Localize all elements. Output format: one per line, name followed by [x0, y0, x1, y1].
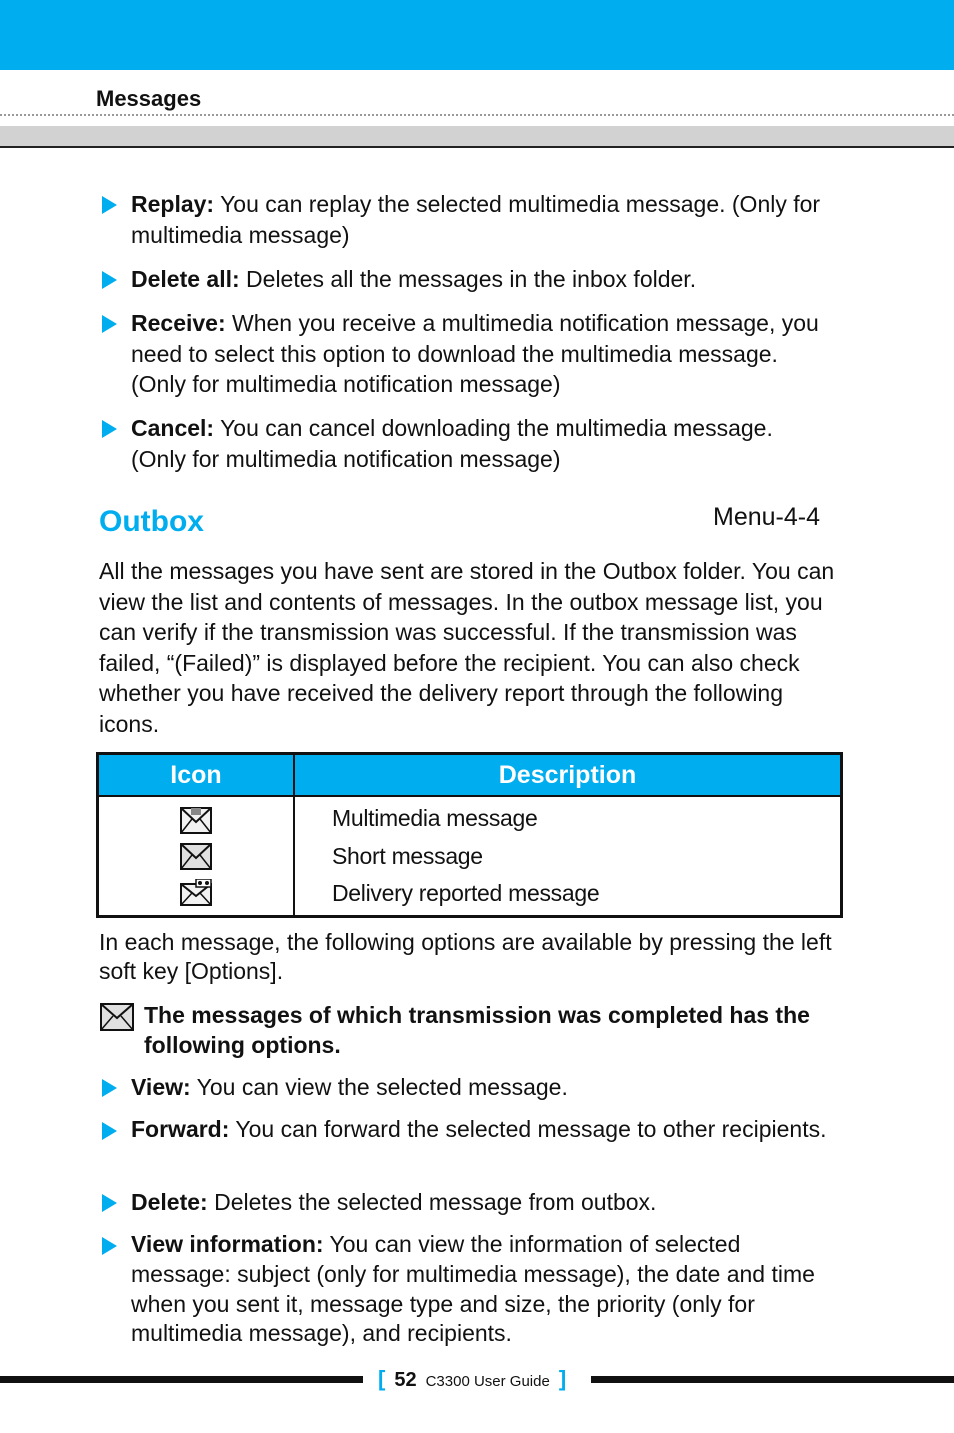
icon-table: [96, 752, 843, 918]
top-color-band: [0, 0, 954, 70]
column-header-description: Description: [294, 754, 842, 797]
option-view: [102, 1072, 831, 1103]
envelope-multimedia-icon: [180, 807, 212, 834]
description-short-message: Short message: [332, 842, 483, 869]
envelope-icon: [100, 1003, 134, 1031]
option-term: Cancel:: [131, 415, 215, 441]
footer-rule-right: [591, 1376, 954, 1383]
options-intro: In each message, the following options are available by pressing the left soft key [Options].: [99, 929, 832, 984]
option-view-information: [102, 1230, 831, 1349]
header-gray-band: [0, 126, 954, 148]
option-receive: [102, 308, 831, 400]
envelope-short-icon: [180, 843, 212, 870]
option-text: When you receive a multimedia notification message, you need to select this option to download the multimedia message. (Only for multimedia notification message): [131, 310, 819, 397]
option-cancel: [102, 413, 831, 474]
option-term: Delete:: [131, 1189, 208, 1215]
outbox-heading: Outbox: [99, 505, 204, 538]
page-number: 52: [394, 1369, 417, 1391]
option-term: Receive:: [131, 310, 226, 336]
option-term: View:: [131, 1074, 191, 1100]
option-text: You can cancel downloading the multimedia message. (Only for multimedia notification message): [131, 415, 773, 472]
footer-close-bracket: ]: [558, 1366, 567, 1391]
option-text: You can view the information of selected message: subject (only for multimedia message), the date and time when you sent it, message type and size, the priority (only for multimedia message), and recipients.: [131, 1231, 815, 1347]
completed-note: The messages of which transmission was completed has the following options.: [144, 1002, 810, 1058]
option-text: Deletes all the messages in the inbox folder.: [239, 266, 697, 292]
envelope-delivery-report-icon: [180, 879, 212, 906]
description-delivery-reported-message: Delivery reported message: [332, 880, 600, 906]
bullet-arrow-icon: [102, 315, 117, 333]
option-delete: [102, 1187, 831, 1218]
page-footer: [378, 1366, 566, 1392]
bullet-arrow-icon: [102, 1079, 117, 1097]
footer-open-bracket: [: [378, 1366, 386, 1391]
option-text: You can view the selected message.: [190, 1074, 568, 1100]
option-term: Forward:: [131, 1116, 230, 1142]
option-text: You can replay the selected multimedia message. (Only for multimedia message): [131, 191, 821, 248]
description-column: [294, 796, 842, 916]
bullet-arrow-icon: [102, 1122, 117, 1140]
option-replay: [102, 189, 831, 250]
icon-column: [98, 796, 295, 916]
guide-name: C3300 User Guide: [425, 1373, 550, 1390]
bullet-arrow-icon: [102, 196, 117, 214]
description-multimedia-message: Multimedia message: [332, 805, 538, 831]
option-term: Delete all:: [131, 266, 240, 292]
footer-rule-left: [0, 1376, 363, 1383]
section-title: Messages: [96, 86, 202, 111]
option-term: View information:: [131, 1231, 324, 1257]
option-delete-all: [102, 264, 831, 295]
option-forward: [102, 1115, 831, 1145]
option-text: You can forward the selected message to other recipients.: [229, 1116, 827, 1142]
option-text: Deletes the selected message from outbox.: [207, 1189, 657, 1215]
column-header-icon: Icon: [98, 754, 295, 797]
menu-reference: Menu-4-4: [713, 503, 820, 531]
bullet-arrow-icon: [102, 1194, 117, 1212]
dotted-divider: [0, 114, 954, 116]
bullet-arrow-icon: [102, 420, 117, 438]
bullet-arrow-icon: [102, 271, 117, 289]
bullet-arrow-icon: [102, 1237, 117, 1255]
outbox-intro: All the messages you have sent are stored in the Outbox folder. You can view the list and contents of messages. In the outbox message list, you can verify if the transmission was successful. If the transmission was failed, “(Failed)” is displayed before the recipient. You can also check whether you have received the delivery report through the following icons.: [99, 558, 835, 737]
option-term: Replay:: [131, 191, 215, 217]
